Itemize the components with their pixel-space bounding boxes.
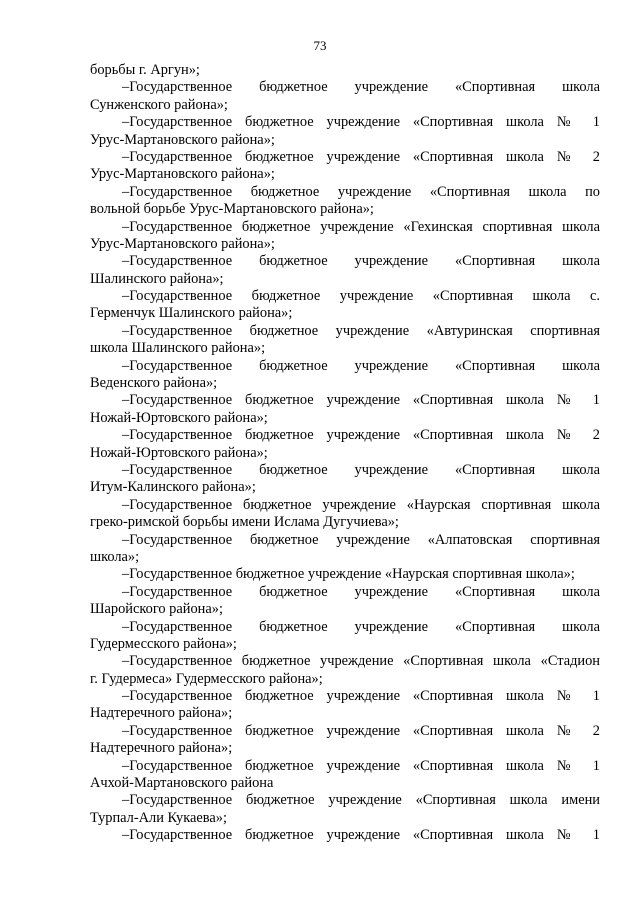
text-line: Ачхой-Мартановского района [90, 775, 274, 792]
text-line: –Государственное бюджетное учреждение «Спортивная школа № 1 [122, 827, 600, 844]
text-line: –Государственное бюджетное учреждение «Спортивная школа [122, 357, 600, 374]
text-line: Шаройского района»; [90, 601, 223, 618]
document-body [90, 62, 600, 845]
text-line: –Государственное бюджетное учреждение «Спортивная школа [122, 461, 600, 478]
text-line: вольной борьбе Урус-Мартановского района»; [90, 201, 374, 218]
text-line: Урус-Мартановского района»; [90, 166, 275, 183]
text-line: –Государственное бюджетное учреждение «Спортивная школа № 1 [122, 688, 600, 705]
text-line: Герменчук Шалинского района»; [90, 305, 293, 322]
text-line: –Государственное бюджетное учреждение «Спортивная школа № 2 [122, 427, 600, 444]
text-line: Итум-Калинского района»; [90, 479, 256, 496]
text-line: –Государственное бюджетное учреждение «Спортивная школа с. [122, 288, 600, 305]
text-line: –Государственное бюджетное учреждение «Наурская спортивная школа»; [122, 566, 575, 583]
text-line: –Государственное бюджетное учреждение «Спортивная школа № 2 [122, 148, 600, 165]
text-line: –Государственное бюджетное учреждение «Спортивная школа № 1 [122, 392, 600, 409]
text-line: борьбы г. Аргун»; [90, 62, 200, 78]
text-line: Надтеречного района»; [90, 740, 233, 757]
text-line: –Государственное бюджетное учреждение «Спортивная школа «Стадион [122, 653, 600, 670]
text-line: –Государственное бюджетное учреждение «Спортивная школа [122, 253, 600, 270]
text-line: –Государственное бюджетное учреждение «Гехинская спортивная школа [122, 218, 600, 235]
text-line: –Государственное бюджетное учреждение «Спортивная школа [122, 79, 600, 96]
text-line: –Государственное бюджетное учреждение «Наурская спортивная школа [122, 496, 600, 513]
text-line: Урус-Мартановского района»; [90, 235, 275, 252]
text-line: Ножай-Юртовского района»; [90, 444, 268, 461]
text-line: Веденского района»; [90, 375, 218, 392]
text-line: –Государственное бюджетное учреждение «Спортивная школа по [122, 183, 600, 200]
text-line: Ножай-Юртовского района»; [90, 409, 268, 426]
text-line: Гудермесского района»; [90, 635, 237, 652]
text-line: –Государственное бюджетное учреждение «Спортивная школа [122, 583, 600, 600]
text-line: –Государственное бюджетное учреждение «Алпатовская спортивная [122, 531, 600, 548]
text-line: школа Шалинского района»; [90, 340, 266, 357]
text-line: Сунженского района»; [90, 96, 228, 113]
text-line: Надтеречного района»; [90, 705, 233, 722]
text-line: –Государственное бюджетное учреждение «Спортивная школа № 2 [122, 722, 600, 739]
text-line: –Государственное бюджетное учреждение «Спортивная школа № 1 [122, 114, 600, 131]
text-line: г. Гудермеса» Гудермесского района»; [90, 670, 323, 687]
text-line: –Государственное бюджетное учреждение «Спортивная школа № 1 [122, 757, 600, 774]
text-line: –Государственное бюджетное учреждение «Автуринская спортивная [122, 322, 600, 339]
text-line: –Государственное бюджетное учреждение «Спортивная школа имени [122, 792, 600, 809]
text-line: Шалинского района»; [90, 270, 224, 287]
page-number: 73 [313, 38, 327, 53]
text-line: школа»; [90, 548, 140, 565]
text-line: Урус-Мартановского района»; [90, 131, 275, 148]
text-line: Турпал-Али Кукаева»; [90, 809, 227, 826]
text-line: греко-римской борьбы имени Ислама Дугучиева»; [90, 514, 399, 531]
text-line: –Государственное бюджетное учреждение «Спортивная школа [122, 618, 600, 635]
